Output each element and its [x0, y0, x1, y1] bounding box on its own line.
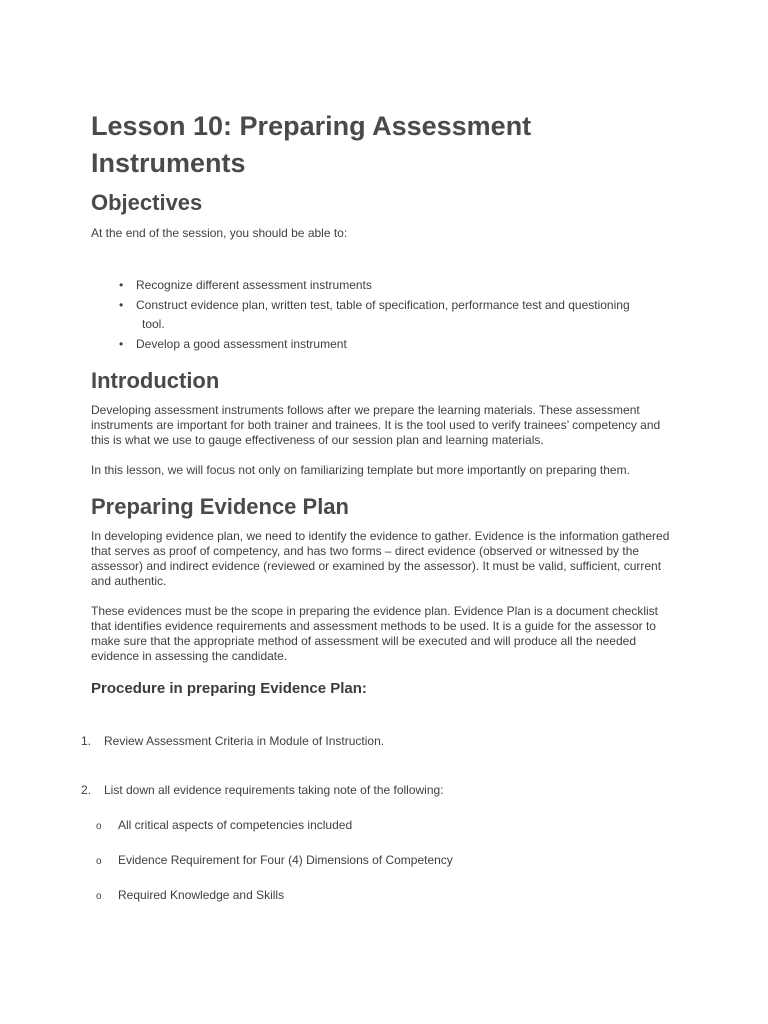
procedure-sub-item	[96, 888, 284, 904]
sub-bullet-marker: o	[96, 821, 102, 832]
introduction-paragraph-2: In this lesson, we will focus not only on familiarizing template but more importantly on preparing them.	[91, 463, 630, 477]
step-number: 2.	[81, 783, 92, 797]
list-item-text: Construct evidence plan, written test, table of specification, performance test and questioning	[136, 297, 630, 312]
sub-item-text: All critical aspects of competencies included	[118, 818, 353, 832]
procedure-sub-item	[96, 818, 352, 834]
list-item	[91, 276, 671, 296]
list-item-text-continued: tool.	[142, 317, 165, 331]
page-title: Lesson 10: Preparing Assessment Instruments	[91, 111, 532, 178]
procedure-step	[81, 783, 444, 798]
list-item-text: Develop a good assessment instrument	[136, 336, 347, 351]
sub-bullet-marker: o	[96, 891, 102, 902]
sub-bullet-marker: o	[96, 856, 102, 867]
step-text: List down all evidence requirements taking note of the following:	[104, 783, 444, 797]
sub-item-text: Required Knowledge and Skills	[118, 888, 285, 902]
bullet-marker: •	[119, 297, 124, 312]
bullet-marker: •	[119, 278, 124, 292]
procedure-step	[81, 734, 384, 749]
list-item	[91, 335, 671, 355]
list-item	[91, 296, 671, 335]
procedure-heading: Procedure in preparing Evidence Plan:	[91, 680, 367, 697]
procedure-sub-item	[96, 853, 453, 869]
step-text: Review Assessment Criteria in Module of Instruction.	[104, 734, 385, 748]
objectives-intro: At the end of the session, you should be able to:	[91, 226, 348, 240]
evidence-plan-paragraph-2: These evidences must be the scope in preparing the evidence plan. Evidence Plan is a document checklist that identifies evidence requirements and assessment methods to be used. It is a guide for the assessor to make sure that the appropriate method of assessment will be executed and will produce all the needed evidence in assessing the candidate.	[91, 604, 658, 663]
bullet-marker: •	[119, 336, 124, 351]
introduction-paragraph-1: Developing assessment instruments follows after we prepare the learning materials. These assessment instruments are important for both trainer and trainees. It is the tool used to verify trainees’ competency and this is what we use to gauge effectiveness of our session plan and learning materials.	[91, 403, 661, 447]
evidence-plan-heading: Preparing Evidence Plan	[91, 494, 349, 519]
introduction-heading: Introduction	[91, 368, 220, 393]
objectives-list	[91, 276, 671, 354]
step-number: 1.	[81, 734, 92, 748]
list-item-text: Recognize different assessment instruments	[136, 278, 372, 292]
evidence-plan-paragraph-1: In developing evidence plan, we need to identify the evidence to gather. Evidence is the information gathered that serves as proof of competency, and has two forms – direct evidence (observed or witnessed by the assessor) and indirect evidence (reviewed or examined by the assessor). It must be valid, sufficient, current and authentic.	[91, 529, 670, 588]
objectives-heading: Objectives	[91, 190, 203, 215]
sub-item-text: Evidence Requirement for Four (4) Dimensions of Competency	[118, 853, 453, 867]
